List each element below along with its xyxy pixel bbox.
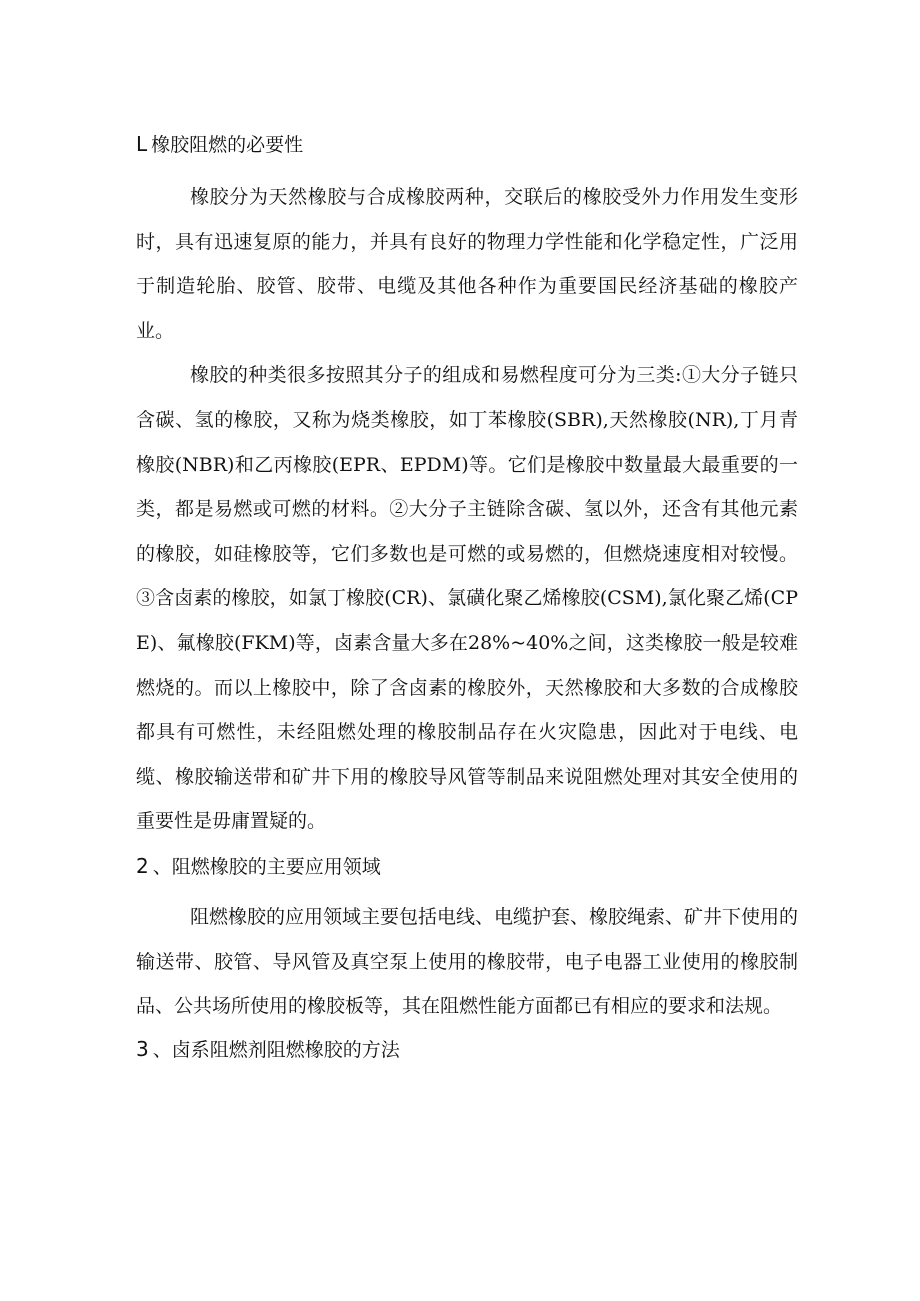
document-body: [136, 124, 798, 1070]
section-title: 橡胶阻燃的必要性: [151, 134, 304, 156]
section-number: L: [136, 132, 148, 156]
section-title: 、阻燃橡胶的主要应用领域: [152, 855, 381, 878]
section-number: 2: [136, 853, 149, 878]
paragraph-application-fields: 阻燃橡胶的应用领域主要包括电线、电缆护套、橡胶绳索、矿井下使用的输送带、胶管、导风管及真空泵上使用的橡胶带，电子电器工业使用的橡胶制品、公共场所使用的橡胶板等，其在阻燃性能方面都已有相应的要求和法规。: [136, 905, 799, 1018]
paragraph-rubber-intro: 橡胶分为天然橡胶与合成橡胶两种，交联后的橡胶受外力作用发生变形时，具有迅速复原的能力，并具有良好的物理力学性能和化学稳定性，广泛用于制造轮胎、胶管、胶带、电缆及其他各种作为重要国民经济基础的橡胶产业。: [136, 186, 798, 342]
section-number: 3: [136, 1036, 149, 1061]
paragraph-rubber-types: 橡胶的种类很多按照其分子的组成和易燃程度可分为三类:①大分子链只含碳、氢的橡胶，又称为烧类橡胶，如丁苯橡胶(SBR),天然橡胶(NR),丁月青橡胶(NBR)和乙丙橡胶(EPR、EPDM)等。它们是橡胶中数量最大最重要的一类，都是易燃或可燃的材料。②大分子主链除含碳、氢以外，还含有其他元素的橡胶，如硅橡胶等，它们多数也是可燃的或易燃的，但燃烧速度相对较慢。③含卤素的橡胶，如氯丁橡胶(CR)、氯磺化聚乙烯橡胶(CSM),氯化聚乙烯(CPE)、氟橡胶(FKM)等，卤素含量大多在28%~40%之间，这类橡胶一般是较难燃烧的。而以上橡胶中，除了含卤素的橡胶外，天然橡胶和大多数的合成橡胶都具有可燃性，未经阻燃处理的橡胶制品存在火灾隐患，因此对于电线、电缆、橡胶输送带和矿井下用的橡胶导风管等制品来说阻燃处理对其安全使用的重要性是毋庸置疑的。: [136, 364, 798, 833]
section-heading-1: [136, 124, 798, 165]
section-title: 、卤系阻燃剂阻燃橡胶的方法: [152, 1038, 400, 1061]
section-heading-3: [136, 1029, 798, 1070]
section-heading-2: [136, 846, 798, 887]
